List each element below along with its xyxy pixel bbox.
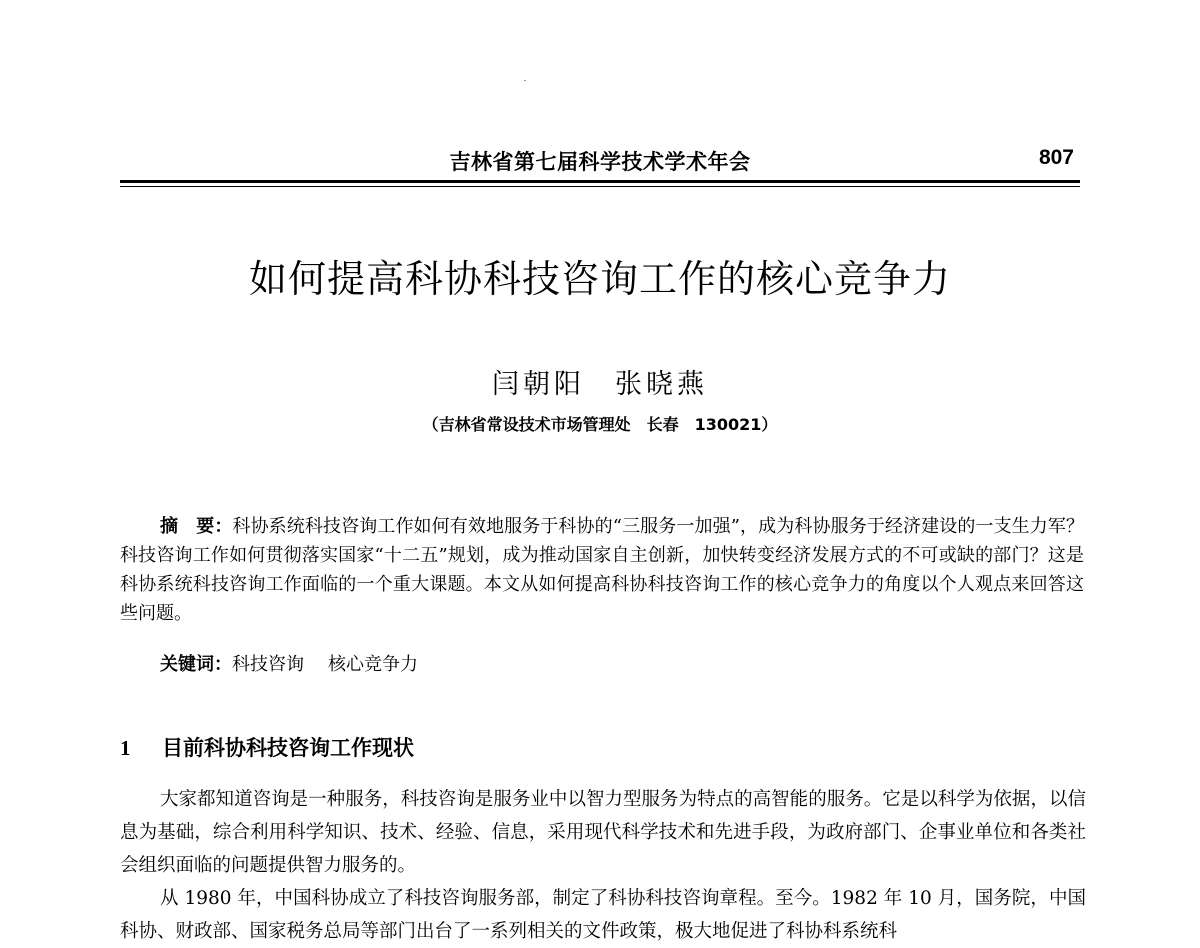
body-paragraph: 大家都知道咨询是一种服务，科技咨询是服务业中以智力型服务为特点的高智能的服务。它是以科学为依据，以信息为基础，综合利用科学知识、技术、经验、信息，采用现代科学技术和先进手段，为政府部门、企事业单位和各类社会组织面临的问题提供智力服务的。 [120,789,1086,876]
author-name: 闫朝阳 [492,369,585,400]
abstract-label: 摘 要： [160,516,233,537]
author-list [120,362,1080,401]
author-affiliation: （吉林省常设技术市场管理处 长春 130021） [422,415,778,434]
header-rule-thin [120,186,1080,187]
section-title: 目前科协科技咨询工作现状 [162,736,414,760]
section-heading [120,732,1080,762]
keywords-label: 关键词： [160,654,232,675]
running-header [120,144,1080,180]
article-title: 如何提高科协科技咨询工作的核心竞争力 [248,257,951,301]
journal-name: 吉林省第七届科学技术学术年会 [449,150,751,174]
keyword: 科技咨询 [232,654,304,675]
page-number: 807 [1038,146,1074,169]
keywords [160,650,418,679]
body-paragraph: 从 1980 年，中国科协成立了科技咨询服务部，制定了科协科技咨询章程。至今。1982 年 10 月，国务院，中国科协、财政部、国家税务总局等部门出台了一系列相关的文件政策，极大地促进了科协科系统科 [120,888,1086,942]
abstract [120,512,1084,628]
section-number: 1 [120,736,131,760]
keyword: 核心竞争力 [328,654,418,675]
abstract-text: 科协系统科技咨询工作如何有效地服务于科协的“三服务一加强”，成为科协服务于经济建设的一支生力军？科技咨询工作如何贯彻落实国家“十二五”规划，成为推动国家自主创新，加快转变经济发展方式的不可或缺的部门？这是科协系统科技咨询工作面临的一个重大课题。本文从如何提高科协科技咨询工作的核心竞争力的角度以个人观点来回答这些问题。 [120,516,1085,624]
author-name: 张晓燕 [615,369,708,400]
header-rule-thick [120,180,1080,183]
scan-speck [524,80,526,81]
